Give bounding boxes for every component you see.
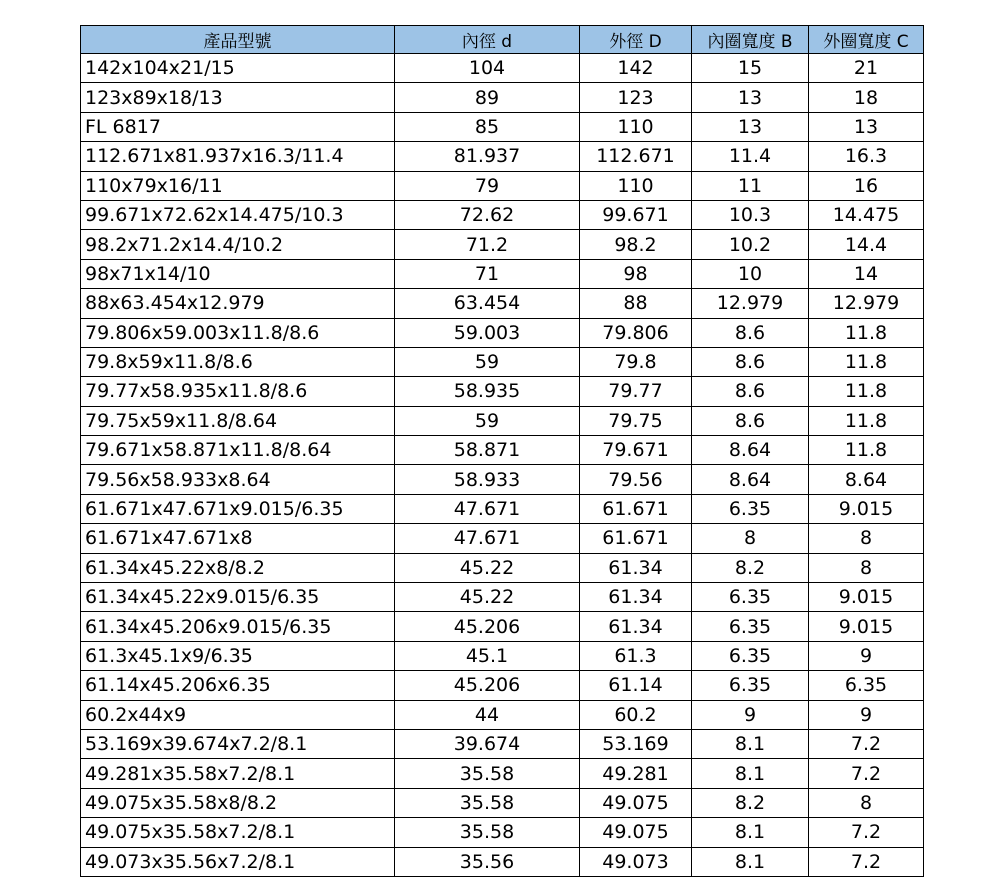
cell-inner-ring-width: 10.2 — [692, 230, 809, 259]
table-row — [81, 494, 924, 523]
table-row — [81, 289, 924, 318]
cell-inner-diameter: 58.935 — [395, 377, 580, 406]
cell-outer-diameter: 79.56 — [580, 465, 692, 494]
cell-outer-ring-width: 7.2 — [809, 847, 924, 876]
cell-model: 88x63.454x12.979 — [81, 289, 395, 318]
table-row — [81, 641, 924, 670]
cell-model: FL 6817 — [81, 112, 395, 141]
cell-outer-diameter: 123 — [580, 83, 692, 112]
cell-outer-diameter: 61.671 — [580, 494, 692, 523]
cell-inner-ring-width: 8.1 — [692, 759, 809, 788]
cell-inner-ring-width: 6.35 — [692, 583, 809, 612]
cell-inner-ring-width: 8.64 — [692, 465, 809, 494]
cell-inner-diameter: 47.671 — [395, 524, 580, 553]
table-row — [81, 171, 924, 200]
table-row — [81, 700, 924, 729]
table-row — [81, 347, 924, 376]
table-row — [81, 436, 924, 465]
cell-model: 110x79x16/11 — [81, 171, 395, 200]
cell-outer-diameter: 53.169 — [580, 729, 692, 758]
cell-model: 61.14x45.206x6.35 — [81, 671, 395, 700]
cell-outer-diameter: 110 — [580, 112, 692, 141]
cell-outer-diameter: 88 — [580, 289, 692, 318]
cell-outer-ring-width: 8 — [809, 788, 924, 817]
cell-inner-ring-width: 13 — [692, 83, 809, 112]
cell-outer-ring-width: 13 — [809, 112, 924, 141]
cell-outer-ring-width: 9 — [809, 700, 924, 729]
cell-outer-ring-width: 6.35 — [809, 671, 924, 700]
cell-outer-ring-width: 8 — [809, 524, 924, 553]
cell-outer-diameter: 79.77 — [580, 377, 692, 406]
cell-inner-diameter: 71.2 — [395, 230, 580, 259]
cell-outer-diameter: 98 — [580, 259, 692, 288]
cell-outer-diameter: 49.075 — [580, 788, 692, 817]
cell-inner-diameter: 59.003 — [395, 318, 580, 347]
cell-inner-diameter: 45.22 — [395, 553, 580, 582]
cell-inner-ring-width: 6.35 — [692, 494, 809, 523]
cell-inner-ring-width: 8 — [692, 524, 809, 553]
cell-model: 99.671x72.62x14.475/10.3 — [81, 200, 395, 229]
cell-inner-diameter: 45.206 — [395, 671, 580, 700]
cell-model: 79.671x58.871x11.8/8.64 — [81, 436, 395, 465]
table-row — [81, 788, 924, 817]
cell-model: 79.806x59.003x11.8/8.6 — [81, 318, 395, 347]
table-row — [81, 524, 924, 553]
cell-outer-diameter: 61.34 — [580, 583, 692, 612]
cell-outer-ring-width: 16.3 — [809, 142, 924, 171]
cell-outer-diameter: 79.8 — [580, 347, 692, 376]
cell-inner-ring-width: 11.4 — [692, 142, 809, 171]
cell-model: 98x71x14/10 — [81, 259, 395, 288]
cell-outer-ring-width: 8 — [809, 553, 924, 582]
cell-inner-ring-width: 8.2 — [692, 553, 809, 582]
cell-inner-diameter: 35.58 — [395, 788, 580, 817]
cell-model: 142x104x21/15 — [81, 54, 395, 83]
cell-model: 60.2x44x9 — [81, 700, 395, 729]
header-inner-diameter: 內徑 d — [395, 26, 580, 54]
cell-outer-ring-width: 7.2 — [809, 759, 924, 788]
cell-outer-diameter: 98.2 — [580, 230, 692, 259]
cell-outer-diameter: 49.075 — [580, 818, 692, 847]
cell-inner-diameter: 85 — [395, 112, 580, 141]
cell-inner-diameter: 45.1 — [395, 641, 580, 670]
table-row — [81, 759, 924, 788]
cell-model: 79.75x59x11.8/8.64 — [81, 406, 395, 435]
table-row — [81, 83, 924, 112]
cell-inner-diameter: 89 — [395, 83, 580, 112]
cell-inner-diameter: 45.22 — [395, 583, 580, 612]
header-row — [81, 26, 924, 54]
cell-model: 123x89x18/13 — [81, 83, 395, 112]
cell-outer-ring-width: 11.8 — [809, 436, 924, 465]
cell-outer-ring-width: 12.979 — [809, 289, 924, 318]
cell-model: 61.34x45.22x9.015/6.35 — [81, 583, 395, 612]
cell-inner-ring-width: 6.35 — [692, 612, 809, 641]
cell-outer-diameter: 79.75 — [580, 406, 692, 435]
header-model: 產品型號 — [81, 26, 395, 54]
cell-inner-diameter: 59 — [395, 406, 580, 435]
cell-inner-diameter: 58.871 — [395, 436, 580, 465]
cell-outer-ring-width: 9.015 — [809, 612, 924, 641]
cell-inner-diameter: 79 — [395, 171, 580, 200]
cell-inner-diameter: 45.206 — [395, 612, 580, 641]
table-row — [81, 259, 924, 288]
cell-outer-diameter: 99.671 — [580, 200, 692, 229]
cell-model: 61.34x45.206x9.015/6.35 — [81, 612, 395, 641]
cell-inner-ring-width: 8.6 — [692, 406, 809, 435]
cell-outer-diameter: 61.3 — [580, 641, 692, 670]
cell-inner-diameter: 35.58 — [395, 818, 580, 847]
cell-outer-ring-width: 11.8 — [809, 377, 924, 406]
cell-inner-ring-width: 11 — [692, 171, 809, 200]
cell-inner-ring-width: 8.6 — [692, 318, 809, 347]
table-row — [81, 612, 924, 641]
cell-outer-ring-width: 18 — [809, 83, 924, 112]
cell-outer-ring-width: 11.8 — [809, 347, 924, 376]
cell-inner-diameter: 44 — [395, 700, 580, 729]
cell-inner-ring-width: 9 — [692, 700, 809, 729]
cell-model: 112.671x81.937x16.3/11.4 — [81, 142, 395, 171]
cell-model: 61.671x47.671x8 — [81, 524, 395, 553]
header-outer-ring-width: 外圈寬度 C — [809, 26, 924, 54]
cell-model: 49.075x35.58x8/8.2 — [81, 788, 395, 817]
cell-inner-diameter: 35.58 — [395, 759, 580, 788]
cell-outer-diameter: 142 — [580, 54, 692, 83]
cell-outer-ring-width: 9 — [809, 641, 924, 670]
cell-outer-diameter: 79.671 — [580, 436, 692, 465]
cell-outer-diameter: 60.2 — [580, 700, 692, 729]
table-row — [81, 54, 924, 83]
header-inner-ring-width: 內圈寬度 B — [692, 26, 809, 54]
cell-model: 79.77x58.935x11.8/8.6 — [81, 377, 395, 406]
cell-outer-diameter: 49.281 — [580, 759, 692, 788]
table-row — [81, 318, 924, 347]
cell-outer-diameter: 110 — [580, 171, 692, 200]
table-row — [81, 847, 924, 876]
cell-inner-ring-width: 8.2 — [692, 788, 809, 817]
cell-inner-diameter: 47.671 — [395, 494, 580, 523]
cell-inner-ring-width: 10.3 — [692, 200, 809, 229]
cell-model: 53.169x39.674x7.2/8.1 — [81, 729, 395, 758]
cell-outer-diameter: 61.34 — [580, 553, 692, 582]
table-row — [81, 112, 924, 141]
cell-model: 79.56x58.933x8.64 — [81, 465, 395, 494]
cell-outer-ring-width: 9.015 — [809, 494, 924, 523]
cell-inner-diameter: 71 — [395, 259, 580, 288]
cell-model: 49.075x35.58x7.2/8.1 — [81, 818, 395, 847]
table-row — [81, 818, 924, 847]
cell-inner-ring-width: 10 — [692, 259, 809, 288]
table-row — [81, 465, 924, 494]
cell-outer-ring-width: 21 — [809, 54, 924, 83]
cell-model: 61.671x47.671x9.015/6.35 — [81, 494, 395, 523]
cell-inner-ring-width: 8.1 — [692, 818, 809, 847]
table-row — [81, 230, 924, 259]
cell-inner-ring-width: 8.64 — [692, 436, 809, 465]
cell-model: 49.073x35.56x7.2/8.1 — [81, 847, 395, 876]
table-row — [81, 553, 924, 582]
cell-inner-ring-width: 15 — [692, 54, 809, 83]
cell-outer-diameter: 61.14 — [580, 671, 692, 700]
table-row — [81, 583, 924, 612]
table-row — [81, 406, 924, 435]
cell-inner-diameter: 59 — [395, 347, 580, 376]
cell-inner-diameter: 58.933 — [395, 465, 580, 494]
cell-inner-diameter: 72.62 — [395, 200, 580, 229]
cell-inner-ring-width: 13 — [692, 112, 809, 141]
table-row — [81, 142, 924, 171]
table-row — [81, 377, 924, 406]
cell-inner-ring-width: 6.35 — [692, 671, 809, 700]
table-body — [81, 54, 924, 877]
cell-inner-ring-width: 8.6 — [692, 347, 809, 376]
table-row — [81, 729, 924, 758]
cell-outer-diameter: 49.073 — [580, 847, 692, 876]
header-outer-diameter: 外徑 D — [580, 26, 692, 54]
cell-inner-ring-width: 8.1 — [692, 729, 809, 758]
cell-inner-diameter: 39.674 — [395, 729, 580, 758]
cell-model: 61.3x45.1x9/6.35 — [81, 641, 395, 670]
cell-outer-ring-width: 7.2 — [809, 729, 924, 758]
cell-model: 79.8x59x11.8/8.6 — [81, 347, 395, 376]
cell-inner-ring-width: 8.6 — [692, 377, 809, 406]
bearing-spec-table — [80, 25, 924, 877]
cell-model: 98.2x71.2x14.4/10.2 — [81, 230, 395, 259]
cell-inner-ring-width: 12.979 — [692, 289, 809, 318]
cell-inner-diameter: 35.56 — [395, 847, 580, 876]
cell-outer-ring-width: 8.64 — [809, 465, 924, 494]
cell-outer-ring-width: 9.015 — [809, 583, 924, 612]
cell-outer-diameter: 61.34 — [580, 612, 692, 641]
cell-outer-ring-width: 14.4 — [809, 230, 924, 259]
cell-outer-ring-width: 14 — [809, 259, 924, 288]
table-row — [81, 671, 924, 700]
cell-inner-ring-width: 6.35 — [692, 641, 809, 670]
cell-inner-diameter: 81.937 — [395, 142, 580, 171]
cell-outer-ring-width: 11.8 — [809, 406, 924, 435]
cell-outer-diameter: 79.806 — [580, 318, 692, 347]
cell-outer-ring-width: 16 — [809, 171, 924, 200]
cell-outer-diameter: 61.671 — [580, 524, 692, 553]
cell-outer-diameter: 112.671 — [580, 142, 692, 171]
cell-inner-ring-width: 8.1 — [692, 847, 809, 876]
cell-model: 61.34x45.22x8/8.2 — [81, 553, 395, 582]
table-row — [81, 200, 924, 229]
cell-outer-ring-width: 7.2 — [809, 818, 924, 847]
cell-inner-diameter: 104 — [395, 54, 580, 83]
cell-outer-ring-width: 11.8 — [809, 318, 924, 347]
cell-inner-diameter: 63.454 — [395, 289, 580, 318]
cell-model: 49.281x35.58x7.2/8.1 — [81, 759, 395, 788]
cell-outer-ring-width: 14.475 — [809, 200, 924, 229]
